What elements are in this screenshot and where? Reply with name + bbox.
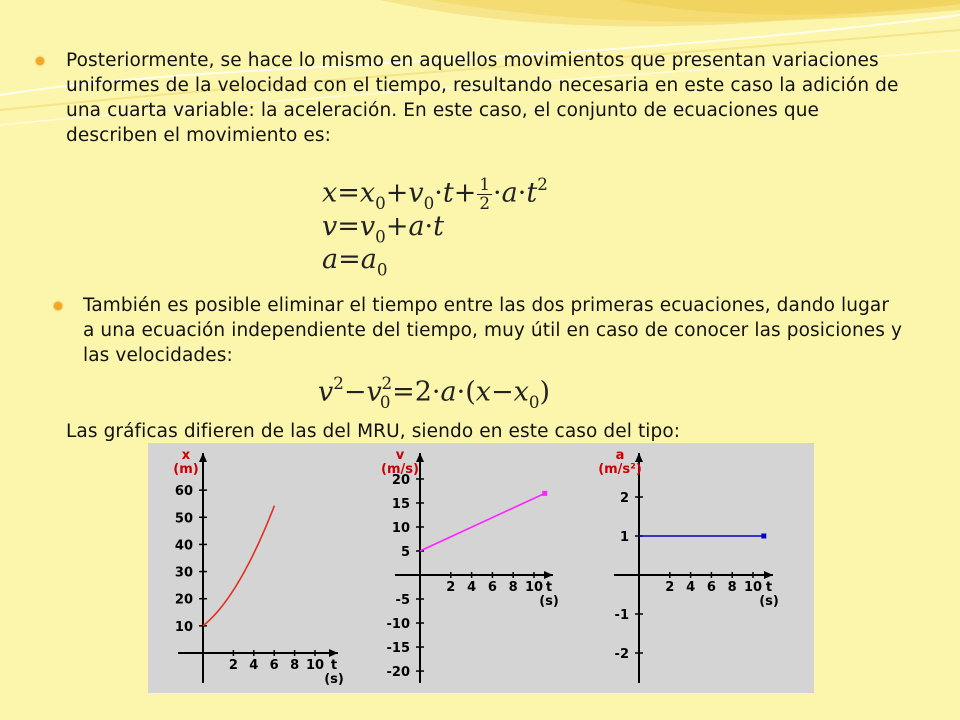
equation-acceleration: $a=a_0$ bbox=[322, 244, 388, 280]
y-axis-unit: (m/s) bbox=[381, 462, 419, 477]
y-tick-label: 50 bbox=[174, 511, 193, 527]
y-tick-label: -20 bbox=[386, 665, 410, 681]
y-axis-unit: (m/s²) bbox=[598, 462, 642, 477]
y-tick-label: 20 bbox=[174, 592, 193, 608]
x-axis-arrow bbox=[329, 649, 338, 657]
y-tick-label: -5 bbox=[395, 593, 410, 609]
x-tick-label: 8 bbox=[508, 580, 518, 595]
x-tick-label: 10 bbox=[524, 580, 544, 595]
x-axis-unit: (s) bbox=[759, 594, 779, 609]
y-axis-unit: (m) bbox=[173, 462, 199, 477]
x-axis-label: t bbox=[765, 580, 773, 595]
x-axis-arrow bbox=[764, 571, 773, 579]
x-tick-label: 4 bbox=[467, 580, 477, 595]
x-axis-label: t bbox=[330, 658, 338, 673]
y-tick-label: 10 bbox=[174, 619, 193, 635]
x-tick-label: 4 bbox=[686, 580, 696, 595]
velocity-line bbox=[420, 493, 545, 551]
graph-velocity-time bbox=[381, 448, 559, 683]
y-tick-label: 30 bbox=[174, 565, 193, 581]
y-tick-label: -15 bbox=[386, 641, 410, 657]
x-tick-label: 6 bbox=[487, 580, 497, 595]
bullet-icon bbox=[36, 57, 44, 65]
bullet-icon bbox=[54, 302, 62, 310]
y-tick-label: 60 bbox=[174, 484, 193, 500]
x-tick-label: 8 bbox=[290, 658, 300, 673]
y-axis-label: v bbox=[395, 448, 405, 463]
x-tick-label: 10 bbox=[305, 658, 325, 673]
y-axis-label: a bbox=[615, 448, 625, 463]
x-tick-label: 10 bbox=[743, 580, 763, 595]
x-axis-label: t bbox=[545, 580, 553, 595]
equation-velocity: $v=v_0+a\cdot t$ bbox=[322, 211, 444, 247]
y-tick-label: -1 bbox=[614, 608, 629, 623]
y-tick-label: 20 bbox=[391, 472, 410, 488]
y-axis-label: x bbox=[181, 448, 191, 463]
x-axis-unit: (s) bbox=[539, 594, 559, 609]
x-tick-label: 2 bbox=[446, 580, 456, 595]
end-marker bbox=[542, 491, 547, 496]
graphs-svg bbox=[148, 443, 814, 693]
x-tick-label: 6 bbox=[706, 580, 716, 595]
paragraph-2-block bbox=[54, 293, 904, 368]
graph-acceleration-time bbox=[598, 448, 779, 683]
y-tick-label: 2 bbox=[619, 491, 629, 506]
position-curve bbox=[203, 506, 274, 626]
paragraph-2: También es posible eliminar el tiempo entre las dos primeras ecuaciones, dando lugar a una ecuación independiente del tiempo, muy útil en caso de conocer las posiciones y las velocidades: bbox=[83, 295, 903, 366]
equation-independent: $v^2-v_0^2=2\cdot a\cdot(x-x_0)$ bbox=[318, 373, 551, 413]
x-tick-label: 2 bbox=[228, 658, 238, 673]
end-marker bbox=[761, 534, 766, 539]
x-tick-label: 8 bbox=[727, 580, 737, 595]
paragraph-1: Posteriormente, se hace lo mismo en aquellos movimientos que presentan variaciones uniformes de la velocidad con el tiempo, resultando necesaria en este caso la adición de una cuarta variable: la aceleración. En este caso, el conjunto de ecuaciones que describen el movimiento es: bbox=[66, 50, 899, 146]
y-tick-label: 10 bbox=[391, 520, 410, 536]
equation-position: $x=x_0+v_0\cdot t+$ $\frac{1}{2}$ $\cdot a\cdot t^2$ bbox=[322, 174, 548, 214]
y-axis-arrow bbox=[416, 453, 424, 462]
y-axis-arrow bbox=[199, 453, 207, 462]
y-tick-label: 5 bbox=[400, 544, 410, 560]
x-axis-arrow bbox=[544, 571, 553, 579]
paragraph-3: Las gráficas difieren de las del MRU, siendo en este caso del tipo: bbox=[66, 421, 681, 442]
graph-position-time bbox=[173, 448, 344, 687]
x-axis-unit: (s) bbox=[324, 672, 344, 687]
paragraph-1-block bbox=[36, 48, 916, 148]
y-tick-label: -2 bbox=[614, 647, 629, 662]
y-tick-label: 1 bbox=[619, 530, 629, 545]
y-tick-label: 15 bbox=[391, 496, 410, 512]
x-tick-label: 2 bbox=[665, 580, 675, 595]
x-tick-label: 6 bbox=[269, 658, 279, 673]
y-tick-label: -10 bbox=[386, 617, 410, 633]
x-tick-label: 4 bbox=[249, 658, 259, 673]
y-tick-label: 40 bbox=[174, 538, 193, 554]
y-axis-arrow bbox=[635, 453, 643, 462]
graphs-panel bbox=[148, 443, 814, 693]
